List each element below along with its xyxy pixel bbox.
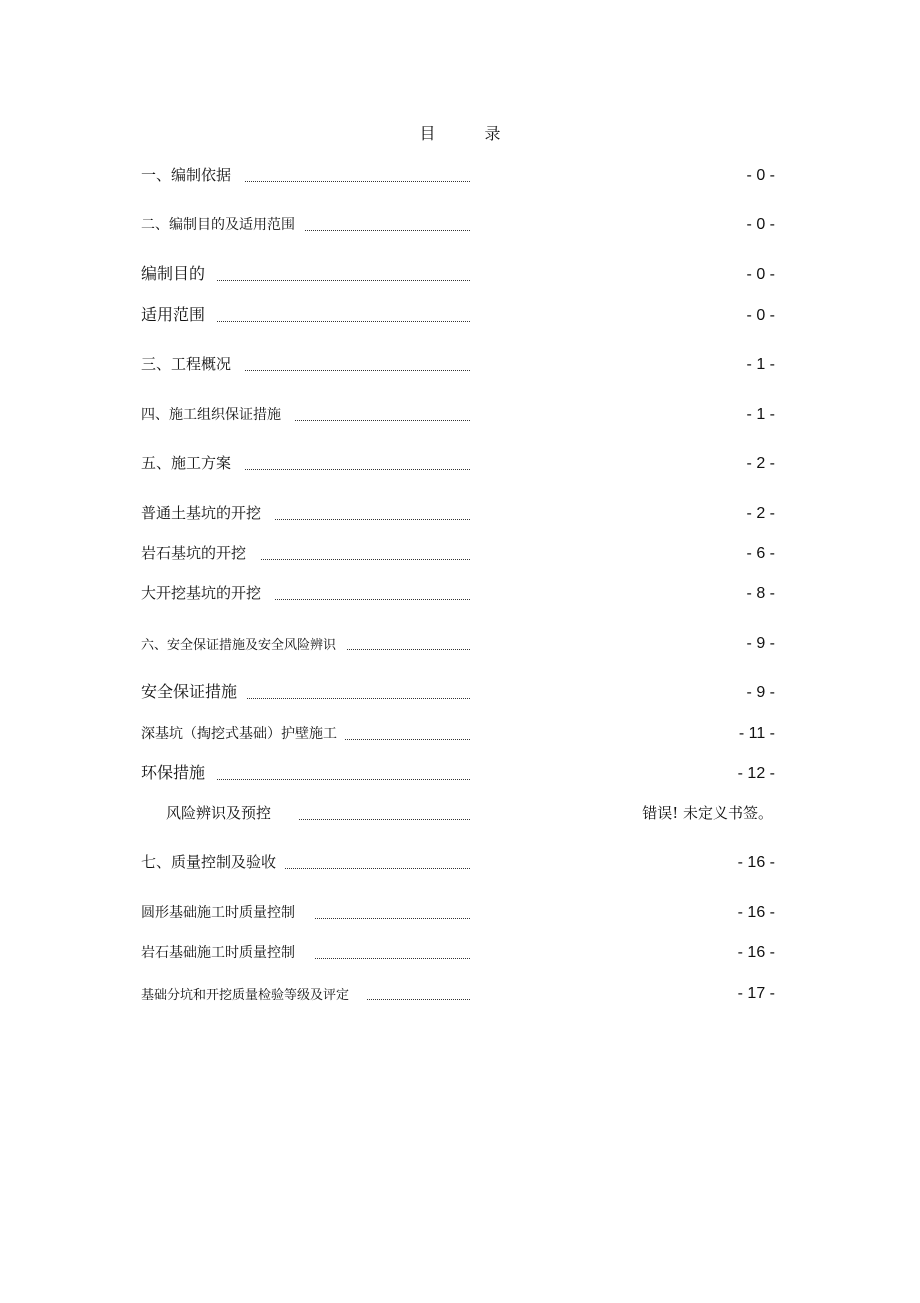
toc-entry-label: 环保措施	[141, 763, 206, 782]
toc-entry-page: - 17 -	[737, 985, 775, 1002]
toc-entry[interactable]	[141, 721, 775, 745]
toc-leader-dots	[275, 517, 470, 520]
toc-entry-label: 六、安全保证措施及安全风险辨识	[141, 638, 337, 653]
toc-entry-label: 七、质量控制及验收	[141, 853, 277, 871]
toc-entry-label: 普通土基坑的开挖	[141, 504, 262, 522]
toc-leader-dots	[305, 228, 470, 231]
toc-leader-dots	[285, 866, 470, 869]
toc-entry[interactable]	[141, 451, 775, 475]
toc-entry-page: - 8 -	[746, 585, 775, 602]
toc-leader-dots	[245, 368, 470, 371]
toc-entry-label: 深基坑（掏挖式基础）护壁施工	[141, 726, 337, 742]
toc-entry[interactable]	[141, 761, 775, 785]
toc-entry[interactable]	[141, 402, 775, 426]
toc-entry-label: 一、编制依据	[141, 166, 232, 184]
toc-entry[interactable]	[141, 801, 775, 825]
toc-leader-dots	[245, 179, 470, 182]
toc-entry-page: - 6 -	[746, 545, 775, 562]
toc-leader-dots	[275, 597, 470, 600]
toc-entry[interactable]	[141, 212, 775, 236]
toc-leader-dots	[299, 817, 470, 820]
toc-leader-dots	[295, 418, 470, 421]
toc-entry[interactable]	[141, 541, 775, 565]
toc-entry-page: - 16 -	[737, 944, 775, 961]
toc-entry[interactable]	[141, 581, 775, 605]
toc-entry-label: 四、施工组织保证措施	[141, 407, 281, 423]
toc-entry-label: 基础分坑和开挖质量检验等级及评定	[141, 988, 350, 1003]
toc-entry[interactable]	[141, 262, 775, 286]
toc-entry-page: - 1 -	[746, 356, 775, 373]
toc-entry-page: - 12 -	[737, 765, 775, 782]
toc-leader-dots	[347, 647, 470, 650]
toc-leader-dots	[315, 956, 470, 959]
toc-entry-label: 五、施工方案	[141, 454, 232, 472]
toc-entry-page: 错误! 未定义书签。	[642, 804, 773, 822]
toc-leader-dots	[217, 319, 470, 322]
toc-entry-label: 编制目的	[141, 264, 206, 283]
toc-leader-dots	[261, 557, 470, 560]
toc-entry[interactable]	[141, 900, 775, 924]
toc-leader-dots	[315, 916, 470, 919]
toc-entry-page: - 9 -	[746, 635, 775, 652]
toc-entry-page: - 0 -	[746, 266, 775, 283]
toc-entry-page: - 0 -	[746, 216, 775, 233]
toc-entry[interactable]	[141, 940, 775, 964]
toc-entry-page: - 16 -	[737, 904, 775, 921]
toc-entry-label: 岩石基坑的开挖	[141, 544, 247, 562]
toc-title: 目 录	[419, 124, 523, 143]
toc-entry[interactable]	[141, 631, 775, 655]
toc-entry-label: 二、编制目的及适用范围	[141, 217, 295, 233]
toc-entry[interactable]	[141, 352, 775, 376]
toc-entry-page: - 2 -	[746, 455, 775, 472]
toc-entry[interactable]	[141, 501, 775, 525]
toc-entry[interactable]	[141, 163, 775, 187]
toc-leader-dots	[247, 696, 470, 699]
toc-entry-page: - 0 -	[746, 307, 775, 324]
toc-entry-label: 岩石基础施工时质量控制	[141, 945, 295, 961]
toc-leader-dots	[367, 997, 470, 1000]
toc-entry-page: - 9 -	[746, 684, 775, 701]
toc-leader-dots	[345, 737, 470, 740]
toc-entry-label: 风险辨识及预控	[166, 804, 272, 822]
toc-entry-label: 大开挖基坑的开挖	[141, 584, 262, 602]
toc-entry-page: - 0 -	[746, 167, 775, 184]
toc-entry[interactable]	[141, 303, 775, 327]
toc-entry-page: - 11 -	[738, 725, 775, 742]
toc-leader-dots	[217, 777, 470, 780]
toc-entry-label: 适用范围	[141, 305, 206, 324]
toc-leader-dots	[245, 467, 470, 470]
toc-entry-page: - 16 -	[737, 854, 775, 871]
toc-entry[interactable]	[141, 981, 775, 1005]
toc-entry[interactable]	[141, 850, 775, 874]
toc-entry-label: 三、工程概况	[141, 355, 232, 373]
toc-entry-page: - 1 -	[746, 406, 775, 423]
toc-leader-dots	[217, 278, 470, 281]
toc-entry-label: 圆形基础施工时质量控制	[141, 905, 295, 921]
toc-entry-label: 安全保证措施	[141, 682, 238, 701]
toc-entry[interactable]	[141, 680, 775, 704]
toc-entry-page: - 2 -	[746, 505, 775, 522]
